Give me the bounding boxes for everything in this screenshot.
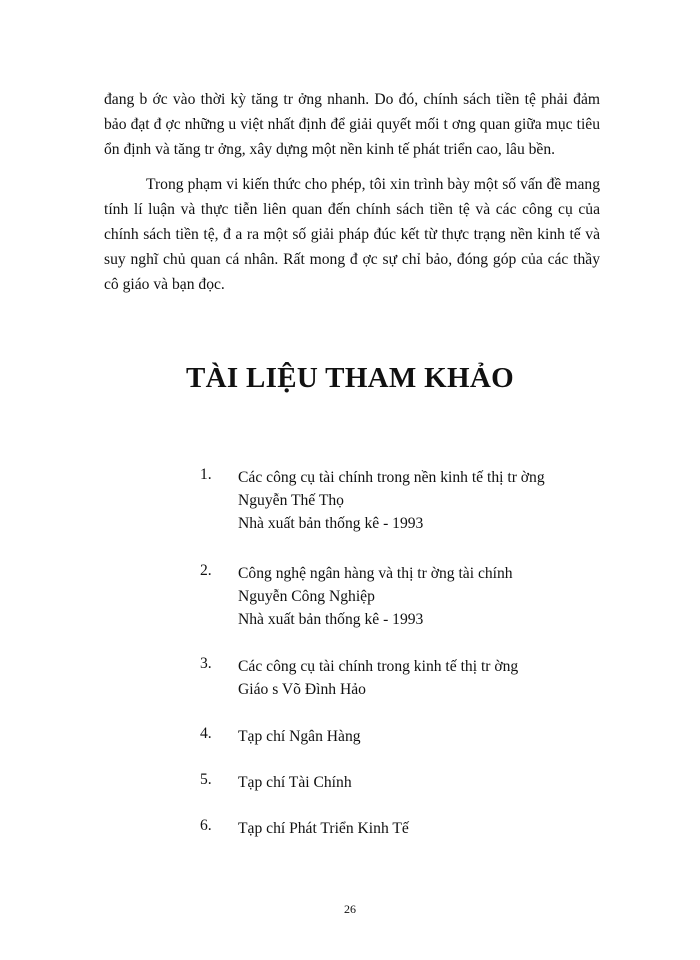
reference-publisher: Nhà xuất bản thống kê - 1993 xyxy=(238,611,424,628)
reference-number: 6. xyxy=(200,817,212,834)
reference-publisher: Nhà xuất bản thống kê - 1993 xyxy=(238,515,424,532)
reference-title: Các công cụ tài chính trong kinh tế thị tr ờng xyxy=(238,658,519,675)
page-number: 26 xyxy=(344,902,356,916)
reference-title: Tạp chí Ngân Hàng xyxy=(238,728,361,745)
reference-number: 5. xyxy=(200,771,212,788)
reference-title: Tạp chí Phát Triển Kinh Tế xyxy=(238,820,409,837)
reference-number: 1. xyxy=(200,466,212,483)
reference-number: 4. xyxy=(200,725,212,742)
reference-title: Tạp chí Tài Chính xyxy=(238,774,352,791)
references-heading: TÀI LIỆU THAM KHẢO xyxy=(186,362,514,394)
reference-author: Nguyễn Công Nghiệp xyxy=(238,588,375,605)
reference-number: 3. xyxy=(200,655,212,672)
body-paragraph: đang b ớc vào thời kỳ tăng tr ởng nhanh. Do đó, chính sách tiền tệ phải đảm bảo đạt đ ợc những u việt nhất định để giải quyết mối t ơng quan giữa mục tiêu ổn định và tăng tr ởng, xây dựng một nền kinh tế phát triển cao, lâu bền. xyxy=(104,91,600,158)
reference-number: 2. xyxy=(200,562,212,579)
reference-title: Các công cụ tài chính trong nền kinh tế thị tr ờng xyxy=(238,469,545,486)
reference-title: Công nghệ ngân hàng và thị tr ờng tài chính xyxy=(238,565,513,582)
body-paragraph: Trong phạm vi kiến thức cho phép, tôi xin trình bày một số vấn đề mang tính lí luận và thực tiễn liên quan đến chính sách tiền tệ và các công cụ của chính sách tiền tệ, đ a ra một số giải pháp đúc kết từ thực trạng nền kinh tế và suy nghĩ chủ quan cá nhân. Rất mong đ ợc sự chỉ bảo, đóng góp của các thầy cô giáo và bạn đọc. xyxy=(104,176,600,293)
reference-author: Nguyễn Thế Thọ xyxy=(238,492,344,509)
reference-author: Giáo s Võ Đình Hảo xyxy=(238,681,366,698)
